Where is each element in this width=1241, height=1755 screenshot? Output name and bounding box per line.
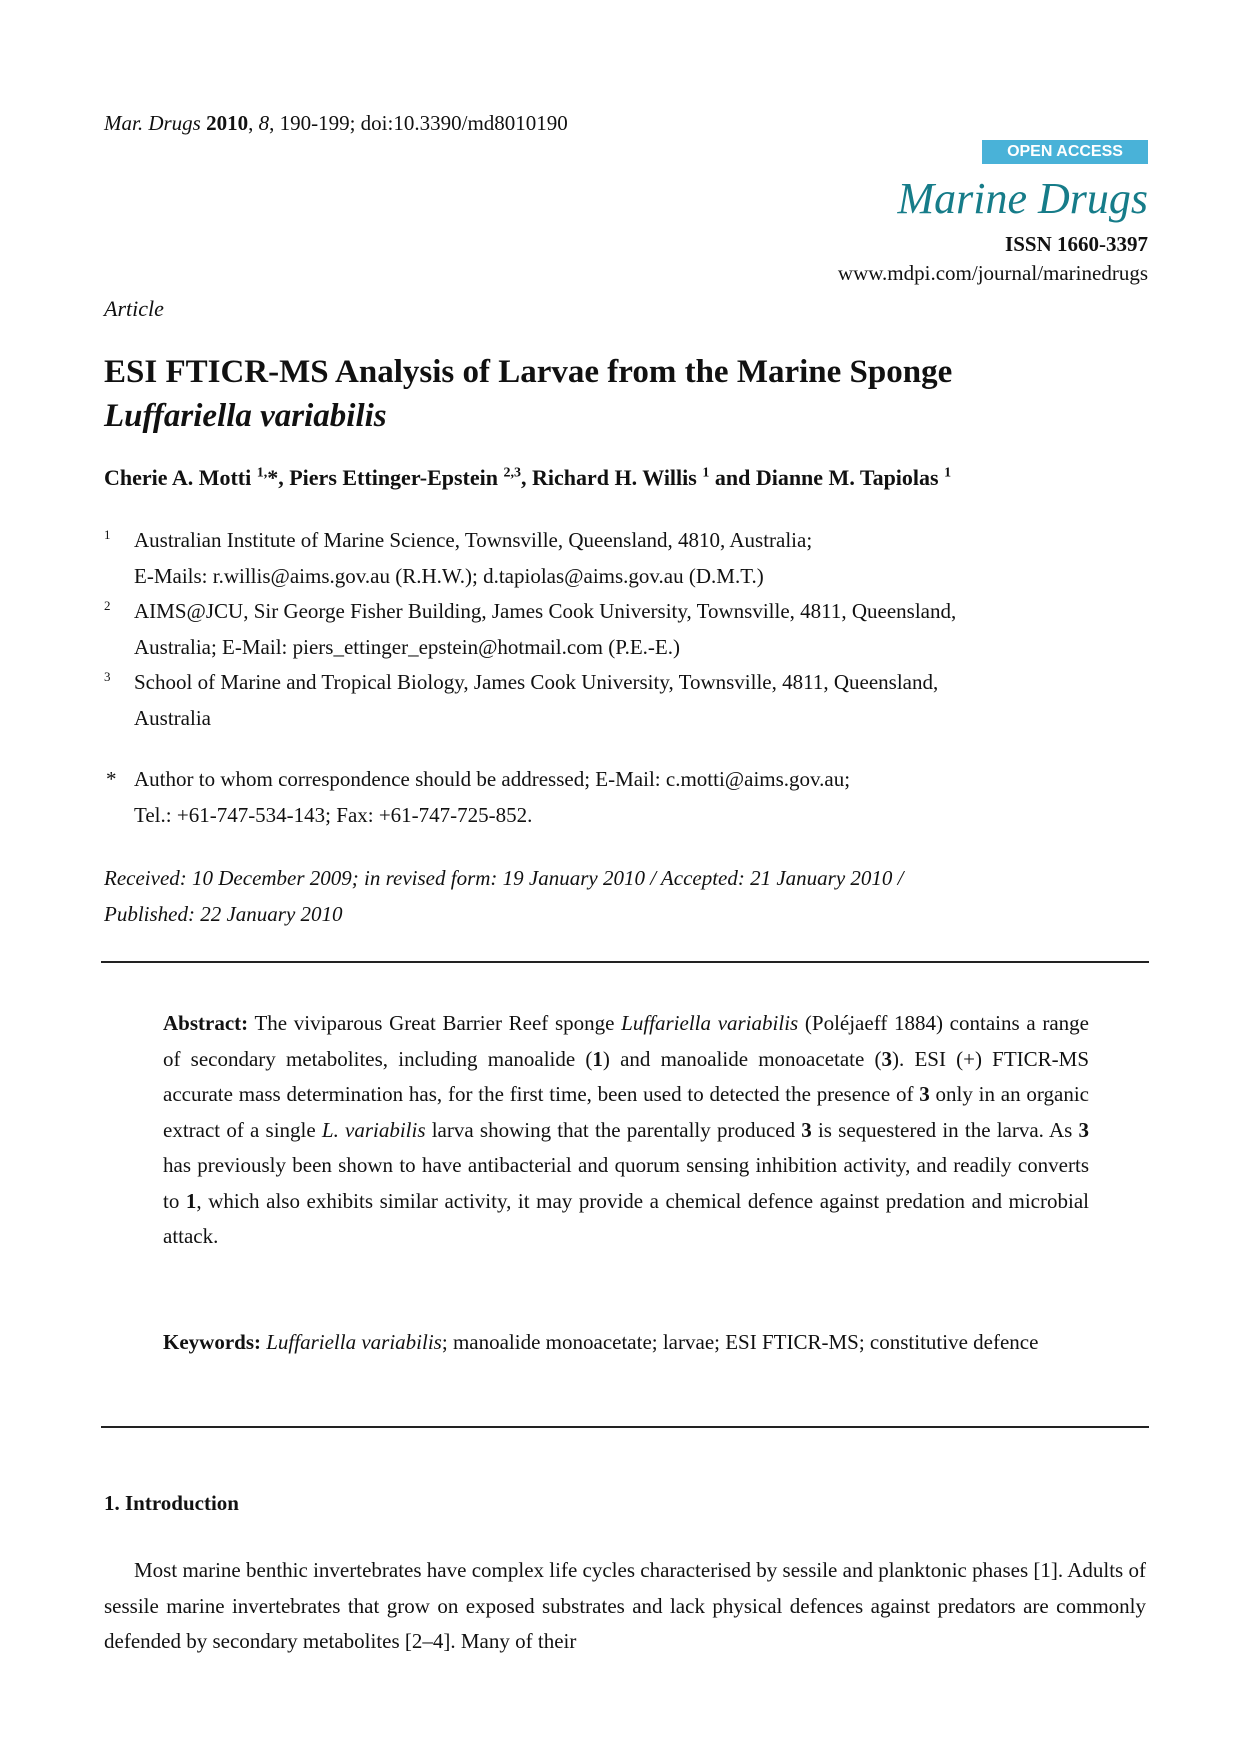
section-heading: 1. Introduction — [104, 1491, 239, 1515]
affiliation-3: 3 School of Marine and Tropical Biology, James Cook University, Townsville, 4811, Queensland, Australia — [104, 669, 939, 730]
journal-url[interactable]: www.mdpi.com/journal/marinedrugs — [837, 261, 1148, 285]
citation-volume: 8 — [258, 111, 270, 135]
title-line-1: ESI FTICR-MS Analysis of Larvae from the Marine Sponge — [104, 354, 953, 390]
author-affil: 2,3 — [503, 465, 521, 481]
journal-name: Marine Drugs — [897, 174, 1148, 223]
keywords-label: Keywords: — [163, 1330, 261, 1354]
author-list: Cherie A. Motti $^{1,}$*, Piers Ettinger-Epstein $^{2,3}$, Richard H. Willis $^1$ and Dianne M. Tapiolas $^1$ — [104, 465, 952, 490]
open-access-badge: OPEN ACCESS — [982, 140, 1148, 164]
affiliation-2: 2 AIMS@JCU, Sir George Fisher Building, James Cook University, Townsville, 4811, Queensland, Australia; E-Mail: piers_ettinger_epstein@hotmail.com (P.E.-E.) — [104, 598, 957, 659]
abstract-label: Abstract: — [163, 1011, 249, 1035]
author-affil: 1, — [256, 465, 268, 481]
author-name: Richard H. Willis — [532, 465, 697, 490]
divider-bottom — [101, 1426, 1149, 1428]
author-name: Cherie A. Motti — [104, 465, 252, 490]
abstract: Abstract: The viviparous Great Barrier Reef sponge Luffariella variabilis (Poléjaeff 1884) contains a range of secondary metabolites, including manoalide (1) and manoalide monoacetate (3). ESI (+) FTICR-MS accurate mass determination has, for the first time, been used to detected the presence of 3 only in an organic extract of a single L. variabilis larva showing that the parentally produced 3 is sequestered in the larva. As 3 has previously been shown to have antibacterial and quorum sensing inhibition activity, and readily converts to 1, which also exhibits similar activity, it may provide a chemical defence against predation and microbial attack. — [163, 1011, 1090, 1248]
citation-year: 2010 — [206, 111, 249, 135]
corresponding-mark: * — [267, 465, 279, 490]
correspondence: * Author to whom correspondence should be addressed; E-Mail: c.motti@aims.gov.au; Tel.: +61-747-534-143; Fax: +61-747-725-852. — [106, 767, 851, 827]
citation-line: Mar. Drugs 2010, 8, 190-199; doi:10.3390/md8010190 — [104, 111, 568, 135]
author-name: Dianne M. Tapiolas — [755, 465, 939, 490]
citation-journal: Mar. Drugs — [104, 111, 201, 135]
divider-top — [101, 961, 1149, 963]
title-line-2: Luffariella variabilis — [104, 398, 387, 434]
affiliation-1: 1 Australian Institute of Marine Science, Townsville, Queensland, 4810, Australia; E-Mails: r.willis@aims.gov.au (R.H.W.); d.tapiolas@aims.gov.au (D.M.T.) — [104, 527, 813, 588]
issn: ISSN 1660-3397 — [1005, 232, 1148, 256]
author-affil: 1 — [944, 465, 952, 481]
keywords: Keywords: Luffariella variabilis; manoalide monoacetate; larvae; ESI FTICR-MS; constitutive defence — [163, 1330, 1039, 1354]
intro-paragraph: Most marine benthic invertebrates have complex life cycles characterised by sessile and planktonic phases [1]. Adults of sessile marine invertebrates that grow on exposed substrates and lack physical defences against predators are commonly defended by secondary metabolites [2–4]. Many of their — [104, 1558, 1146, 1653]
citation-rest: , 190-199; doi:10.3390/md8010190 — [269, 111, 568, 135]
author-name: Piers Ettinger-Epstein — [289, 465, 498, 490]
author-affil: 1 — [702, 465, 710, 481]
paper-title — [104, 350, 1144, 438]
publication-dates: Received: 10 December 2009; in revised form: 19 January 2010 / Accepted: 21 January 2010 / Published: 22 January 2010 — [104, 866, 904, 926]
article-type: Article — [104, 296, 164, 321]
